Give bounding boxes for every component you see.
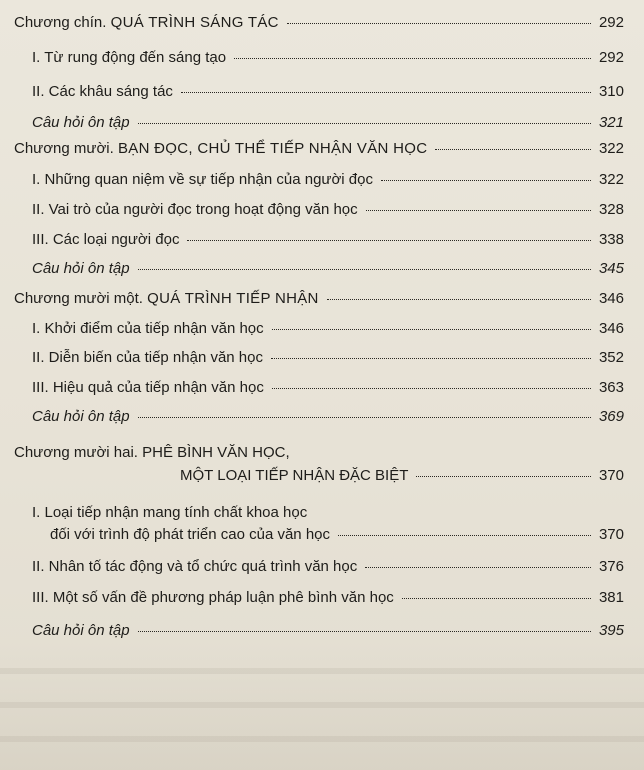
show-through-text: [0, 640, 644, 770]
entry-page: 381: [598, 589, 624, 606]
toc-entry: [0, 167, 644, 193]
toc-chapter-11: [0, 286, 644, 312]
entry-label-line1: I. Loại tiếp nhận mang tính chất khoa học: [32, 504, 308, 521]
chapter-11-page: 346: [598, 290, 624, 307]
entry-page: 292: [598, 49, 624, 66]
dot-leader: [138, 417, 591, 418]
entry-page: 363: [598, 379, 624, 396]
toc-entry: [0, 345, 644, 371]
dot-leader: [338, 535, 591, 536]
entry-label: II. Các khâu sáng tác: [32, 83, 173, 100]
dot-leader: [234, 58, 591, 59]
dot-leader: [402, 598, 591, 599]
chapter-12-title-line1: PHÊ BÌNH VĂN HỌC,: [142, 444, 290, 461]
entry-page: 352: [598, 349, 624, 366]
entry-page: 310: [598, 83, 624, 100]
entry-label: Câu hỏi ôn tập: [32, 408, 130, 425]
chapter-9-heading: [14, 10, 279, 36]
chapter-10-prefix: Chương mười.: [14, 140, 114, 157]
toc-entry: [0, 554, 644, 580]
toc-review-questions: [0, 404, 644, 430]
chapter-11-prefix: Chương mười một.: [14, 290, 143, 307]
entry-label: II. Diễn biến của tiếp nhận văn học: [32, 349, 263, 366]
dot-leader: [365, 567, 591, 568]
dot-leader: [381, 180, 591, 181]
dot-leader: [138, 269, 591, 270]
dot-leader: [272, 329, 591, 330]
entry-page: 376: [598, 558, 624, 575]
entry-label: III. Các loại người đọc: [32, 231, 180, 248]
entry-page: 395: [598, 622, 624, 639]
entry-label: III. Hiệu quả của tiếp nhận văn học: [32, 379, 264, 396]
toc-entry: [0, 227, 644, 253]
chapter-11-title: QUÁ TRÌNH TIẾP NHẬN: [147, 290, 319, 307]
dot-leader: [416, 476, 591, 477]
chapter-9-prefix: Chương chín.: [14, 14, 107, 31]
chapter-11-heading: [14, 286, 319, 312]
toc-review-questions: [0, 256, 644, 282]
dot-leader: [138, 631, 591, 632]
entry-label: Câu hỏi ôn tập: [32, 622, 130, 639]
dot-leader: [138, 123, 591, 124]
entry-page: 328: [598, 201, 624, 218]
entry-page: 322: [598, 171, 624, 188]
chapter-9-title: QUÁ TRÌNH SÁNG TÁC: [110, 14, 279, 31]
chapter-12-title-line2: MỘT LOẠI TIẾP NHẬN ĐẶC BIỆT: [180, 467, 409, 484]
dot-leader: [435, 149, 591, 150]
toc-chapter-12: [0, 463, 644, 489]
chapter-10-heading: [14, 136, 427, 162]
entry-label: I. Khởi điểm của tiếp nhận văn học: [32, 320, 264, 337]
toc-entry: [0, 197, 644, 223]
entry-label: I. Những quan niệm về sự tiếp nhận của người đọc: [32, 171, 373, 188]
entry-page: 345: [598, 260, 624, 277]
toc-chapter-10: [0, 136, 644, 162]
toc-entry: [0, 79, 644, 105]
toc-entry: [0, 522, 644, 548]
toc-chapter-9: [0, 10, 644, 36]
toc-entry: [0, 375, 644, 401]
chapter-9-page: 292: [598, 14, 624, 31]
dot-leader: [181, 92, 591, 93]
entry-label: III. Một số vấn đề phương pháp luận phê bình văn học: [32, 589, 394, 606]
toc-review-questions: [0, 110, 644, 136]
toc-review-questions: [0, 618, 644, 644]
entry-label: II. Nhân tố tác động và tổ chức quá trình văn học: [32, 558, 358, 575]
dot-leader: [366, 210, 591, 211]
entry-page: 338: [598, 231, 624, 248]
entry-label: I. Từ rung động đến sáng tạo: [32, 49, 227, 66]
entry-page: 370: [598, 526, 624, 543]
dot-leader: [272, 388, 591, 389]
chapter-10-title: BẠN ĐỌC, CHỦ THỂ TIẾP NHẬN VĂN HỌC: [117, 140, 428, 157]
chapter-12-page: 370: [598, 467, 624, 484]
entry-page: 346: [598, 320, 624, 337]
dot-leader: [287, 23, 591, 24]
toc-entry: [0, 585, 644, 611]
entry-label: Câu hỏi ôn tập: [32, 114, 130, 131]
dot-leader: [271, 358, 591, 359]
toc-entry: [0, 316, 644, 342]
chapter-10-page: 322: [598, 140, 624, 157]
chapter-12-prefix: Chương mười hai.: [14, 444, 138, 461]
dot-leader: [187, 240, 591, 241]
entry-page: 369: [598, 408, 624, 425]
entry-label: II. Vai trò của người đọc trong hoạt động văn học: [32, 201, 358, 218]
dot-leader: [327, 299, 591, 300]
toc-entry: [0, 45, 644, 71]
entry-page: 321: [598, 114, 624, 131]
entry-label-line2: đối với trình độ phát triển cao của văn học: [50, 526, 331, 543]
entry-label: Câu hỏi ôn tập: [32, 260, 130, 277]
